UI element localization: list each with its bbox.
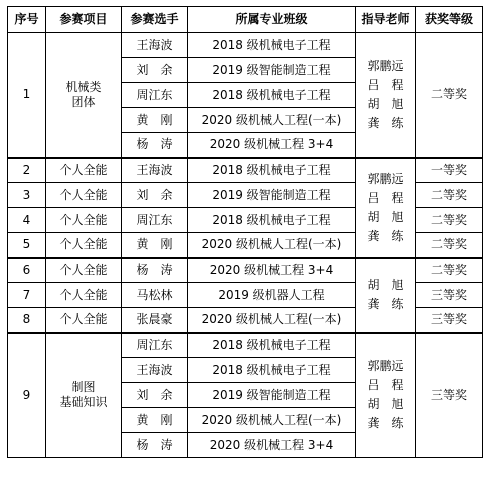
class-name: 2019 级机器人工程: [188, 283, 356, 308]
teacher-name: 龚 练: [367, 115, 404, 130]
award-cell: 三等奖: [416, 283, 483, 308]
table-row: [8, 258, 483, 283]
teacher-cell: [356, 33, 416, 158]
award-cell: 一等奖: [416, 158, 483, 183]
awards-table: [7, 6, 483, 458]
award-cell: 二等奖: [416, 258, 483, 283]
project-line: 基础知识: [59, 395, 108, 410]
row-no: 7: [8, 283, 46, 308]
row-no: 1: [8, 33, 46, 158]
project-line: 机械类: [65, 79, 102, 94]
header-row: [8, 7, 483, 33]
contestant-name: 周江东: [122, 333, 188, 358]
project-cell: [46, 333, 122, 458]
teacher-name: 胡 旭: [367, 96, 404, 111]
class-name: 2020 级机械人工程(一本): [188, 408, 356, 433]
table-row: [8, 333, 483, 358]
row-no: 9: [8, 333, 46, 458]
contestant-name: 黄 刚: [122, 108, 188, 133]
class-name: 2018 级机械电子工程: [188, 333, 356, 358]
teacher-name: 龚 练: [367, 297, 404, 311]
contestant-name: 杨 涛: [122, 433, 188, 458]
teacher-name: 龚 练: [367, 228, 404, 243]
row-no: 5: [8, 233, 46, 258]
project-cell: 个人全能: [46, 258, 122, 283]
class-name: 2020 级机械工程 3+4: [188, 258, 356, 283]
project-cell: 个人全能: [46, 283, 122, 308]
class-name: 2020 级机械工程 3+4: [188, 133, 356, 158]
contestant-name: 黄 刚: [122, 233, 188, 258]
row-no: 3: [8, 183, 46, 208]
row-no: 4: [8, 208, 46, 233]
awards-table-container: [7, 6, 483, 458]
award-cell: 二等奖: [416, 33, 483, 158]
header-project: 参赛项目: [46, 7, 122, 33]
class-name: 2018 级机械电子工程: [188, 208, 356, 233]
contestant-name: 马松林: [122, 283, 188, 308]
contestant-name: 刘 余: [122, 383, 188, 408]
award-cell: 二等奖: [416, 233, 483, 258]
contestant-name: 周江东: [122, 208, 188, 233]
teacher-name: 吕 程: [367, 190, 404, 205]
project-cell: 个人全能: [46, 158, 122, 183]
row-no: 2: [8, 158, 46, 183]
header-no: 序号: [8, 7, 46, 33]
contestant-name: 王海波: [122, 158, 188, 183]
class-name: 2018 级机械电子工程: [188, 83, 356, 108]
contestant-name: 周江东: [122, 83, 188, 108]
award-cell: 二等奖: [416, 183, 483, 208]
teacher-name: 郭鹏远: [367, 58, 404, 73]
class-name: 2020 级机械人工程(一本): [188, 108, 356, 133]
header-teacher: 指导老师: [356, 7, 416, 33]
project-cell: [46, 33, 122, 158]
project-cell: 个人全能: [46, 308, 122, 333]
project-cell: 个人全能: [46, 183, 122, 208]
teacher-name: 吕 程: [367, 77, 404, 92]
teacher-cell: [356, 333, 416, 458]
contestant-name: 刘 余: [122, 183, 188, 208]
teacher-name: 胡 旭: [367, 209, 404, 224]
contestant-name: 张晨豪: [122, 308, 188, 333]
header-contestant: 参赛选手: [122, 7, 188, 33]
project-line: 制图: [71, 380, 96, 395]
contestant-name: 杨 涛: [122, 133, 188, 158]
class-name: 2019 级智能制造工程: [188, 58, 356, 83]
teacher-name: 龚 练: [367, 416, 404, 431]
teacher-cell: [356, 158, 416, 258]
class-name: 2018 级机械电子工程: [188, 358, 356, 383]
header-class: 所属专业班级: [188, 7, 356, 33]
table-row: [8, 158, 483, 183]
teacher-name: 郭鹏远: [367, 171, 404, 186]
teacher-name: 胡 旭: [367, 397, 404, 412]
class-name: 2018 级机械电子工程: [188, 33, 356, 58]
header-award: 获奖等级: [416, 7, 483, 33]
class-name: 2018 级机械电子工程: [188, 158, 356, 183]
project-cell: 个人全能: [46, 233, 122, 258]
teacher-name: 吕 程: [367, 378, 404, 393]
contestant-name: 王海波: [122, 33, 188, 58]
class-name: 2019 级智能制造工程: [188, 183, 356, 208]
award-cell: 三等奖: [416, 333, 483, 458]
project-cell: 个人全能: [46, 208, 122, 233]
class-name: 2020 级机械工程 3+4: [188, 433, 356, 458]
class-name: 2019 级智能制造工程: [188, 383, 356, 408]
contestant-name: 黄 刚: [122, 408, 188, 433]
teacher-name: 胡 旭: [367, 278, 404, 292]
row-no: 6: [8, 258, 46, 283]
award-cell: 二等奖: [416, 208, 483, 233]
contestant-name: 杨 涛: [122, 258, 188, 283]
class-name: 2020 级机械人工程(一本): [188, 233, 356, 258]
table-row: [8, 33, 483, 58]
teacher-cell: [356, 258, 416, 333]
class-name: 2020 级机械人工程(一本): [188, 308, 356, 333]
contestant-name: 王海波: [122, 358, 188, 383]
contestant-name: 刘 余: [122, 58, 188, 83]
teacher-name: 郭鹏远: [367, 359, 404, 374]
row-no: 8: [8, 308, 46, 333]
award-cell: 三等奖: [416, 308, 483, 333]
project-line: 团体: [71, 94, 96, 109]
